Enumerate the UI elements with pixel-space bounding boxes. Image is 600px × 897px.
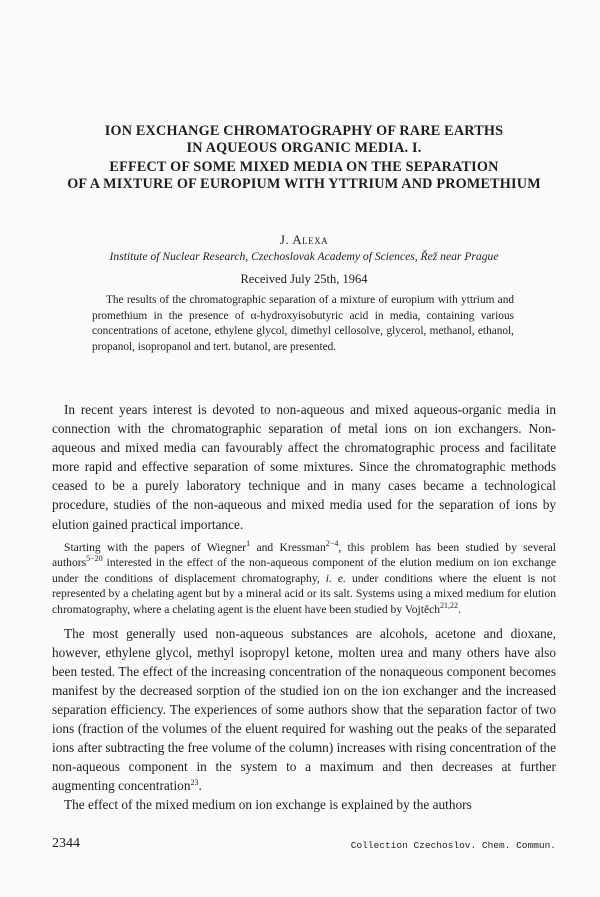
reference-superscript: 5−20: [86, 554, 103, 564]
title-line-1: ION EXCHANGE CHROMATOGRAPHY OF RARE EARTHS: [104, 123, 504, 139]
text-span: The most generally used non-aqueous substances are alcohols, acetone and dioxane, however, ethylene glycol, methyl isopropyl ketone, molten urea and many others have also been tested. The effect of the increasing concentration of the nonaqueous component becomes manifest by the decreased sorption of the studied ion on the ion exchanger and the increased separation efficiency. The experiences of some authors show that the separation factor of two ions (fraction of the volumes of the eluent required for washing out the peaks of the separated ions after subtracting the free volume of the column) increases with rising concentration of the non-aqueous component in the system to a maximum and then decreases at further augmenting concentration: [52, 625, 556, 794]
author-affiliation: Institute of Nuclear Research, Czechoslovak Academy of Sciences, Řež near Prague: [109, 250, 499, 263]
text-span: .: [198, 778, 202, 794]
text-span: under conditions where the eluent is not represented by a chelating agent but by a mineral acid or its salt. Systems using a mixed medium for elution chromatography, where a chelating agent is the eluent have been studied by Vojtěch: [52, 571, 557, 617]
title-line-2: IN AQUEOUS ORGANIC MEDIA. I.: [186, 140, 422, 156]
author-name: J. Alexa: [279, 232, 329, 247]
italic-abbrev: i. e.: [325, 571, 346, 585]
reference-superscript: 23: [190, 778, 199, 788]
paragraph-1: In recent years interest is devoted to non-aqueous and mixed aqueous-organic media in connection with the chromatographic separation of metal ions on ion exchangers. Non-aqueous and mixed media can favourably affect the chromatographic process and facilitate more rapid and effective separation of some mixtures. Since the chromatographic methods ceased to be a purely laboratory technique and in many cases became a technological procedure, studies of the non-aqueous and mixed media used for the separation of ions by elution gained practical importance.: [52, 402, 556, 532]
paragraph-4: The effect of the mixed medium on ion exchange is explained by the authors: [64, 797, 472, 813]
abstract: The results of the chromatographic separation of a mixture of europium with yttrium and promethium in the presence of α-hydroxyisobutyric acid in media, containing various concentrations of acetone, ethylene glycol, dimethyl cellosolve, glycerol, methanol, ethanol, propanol, isopropanol and tert. butanol, are presented.: [92, 294, 514, 353]
reference-superscript: 2−4: [325, 538, 339, 548]
title-line-4: OF A MIXTURE OF EUROPIUM WITH YTTRIUM AND PROMETHIUM: [67, 176, 541, 192]
title-line-3: EFFECT OF SOME MIXED MEDIA ON THE SEPARATION: [109, 159, 499, 175]
paper-title: [52, 123, 556, 193]
text-span: , this problem has been studied by several authors: [52, 540, 556, 570]
text-span: Starting with the papers of Wiegner: [64, 540, 247, 554]
paragraph-2: [52, 540, 556, 618]
text-span: and Kressman: [250, 540, 326, 554]
reference-superscript: 1: [246, 538, 251, 548]
text-span: interested in the effect of the non-aqueous component of the elution medium on ion exchange under the conditions of displacement chromatography,: [52, 556, 556, 585]
page-number: 2344: [52, 836, 80, 851]
paragraph-3: [52, 624, 556, 796]
reference-superscript: 21,22: [440, 601, 459, 611]
text-span: .: [458, 603, 461, 617]
page-footer: [52, 836, 556, 856]
body-text: [52, 400, 556, 815]
received-date: Received July 25th, 1964: [240, 272, 368, 286]
journal-name: Collection Czechoslov. Chem. Commun.: [350, 840, 556, 851]
